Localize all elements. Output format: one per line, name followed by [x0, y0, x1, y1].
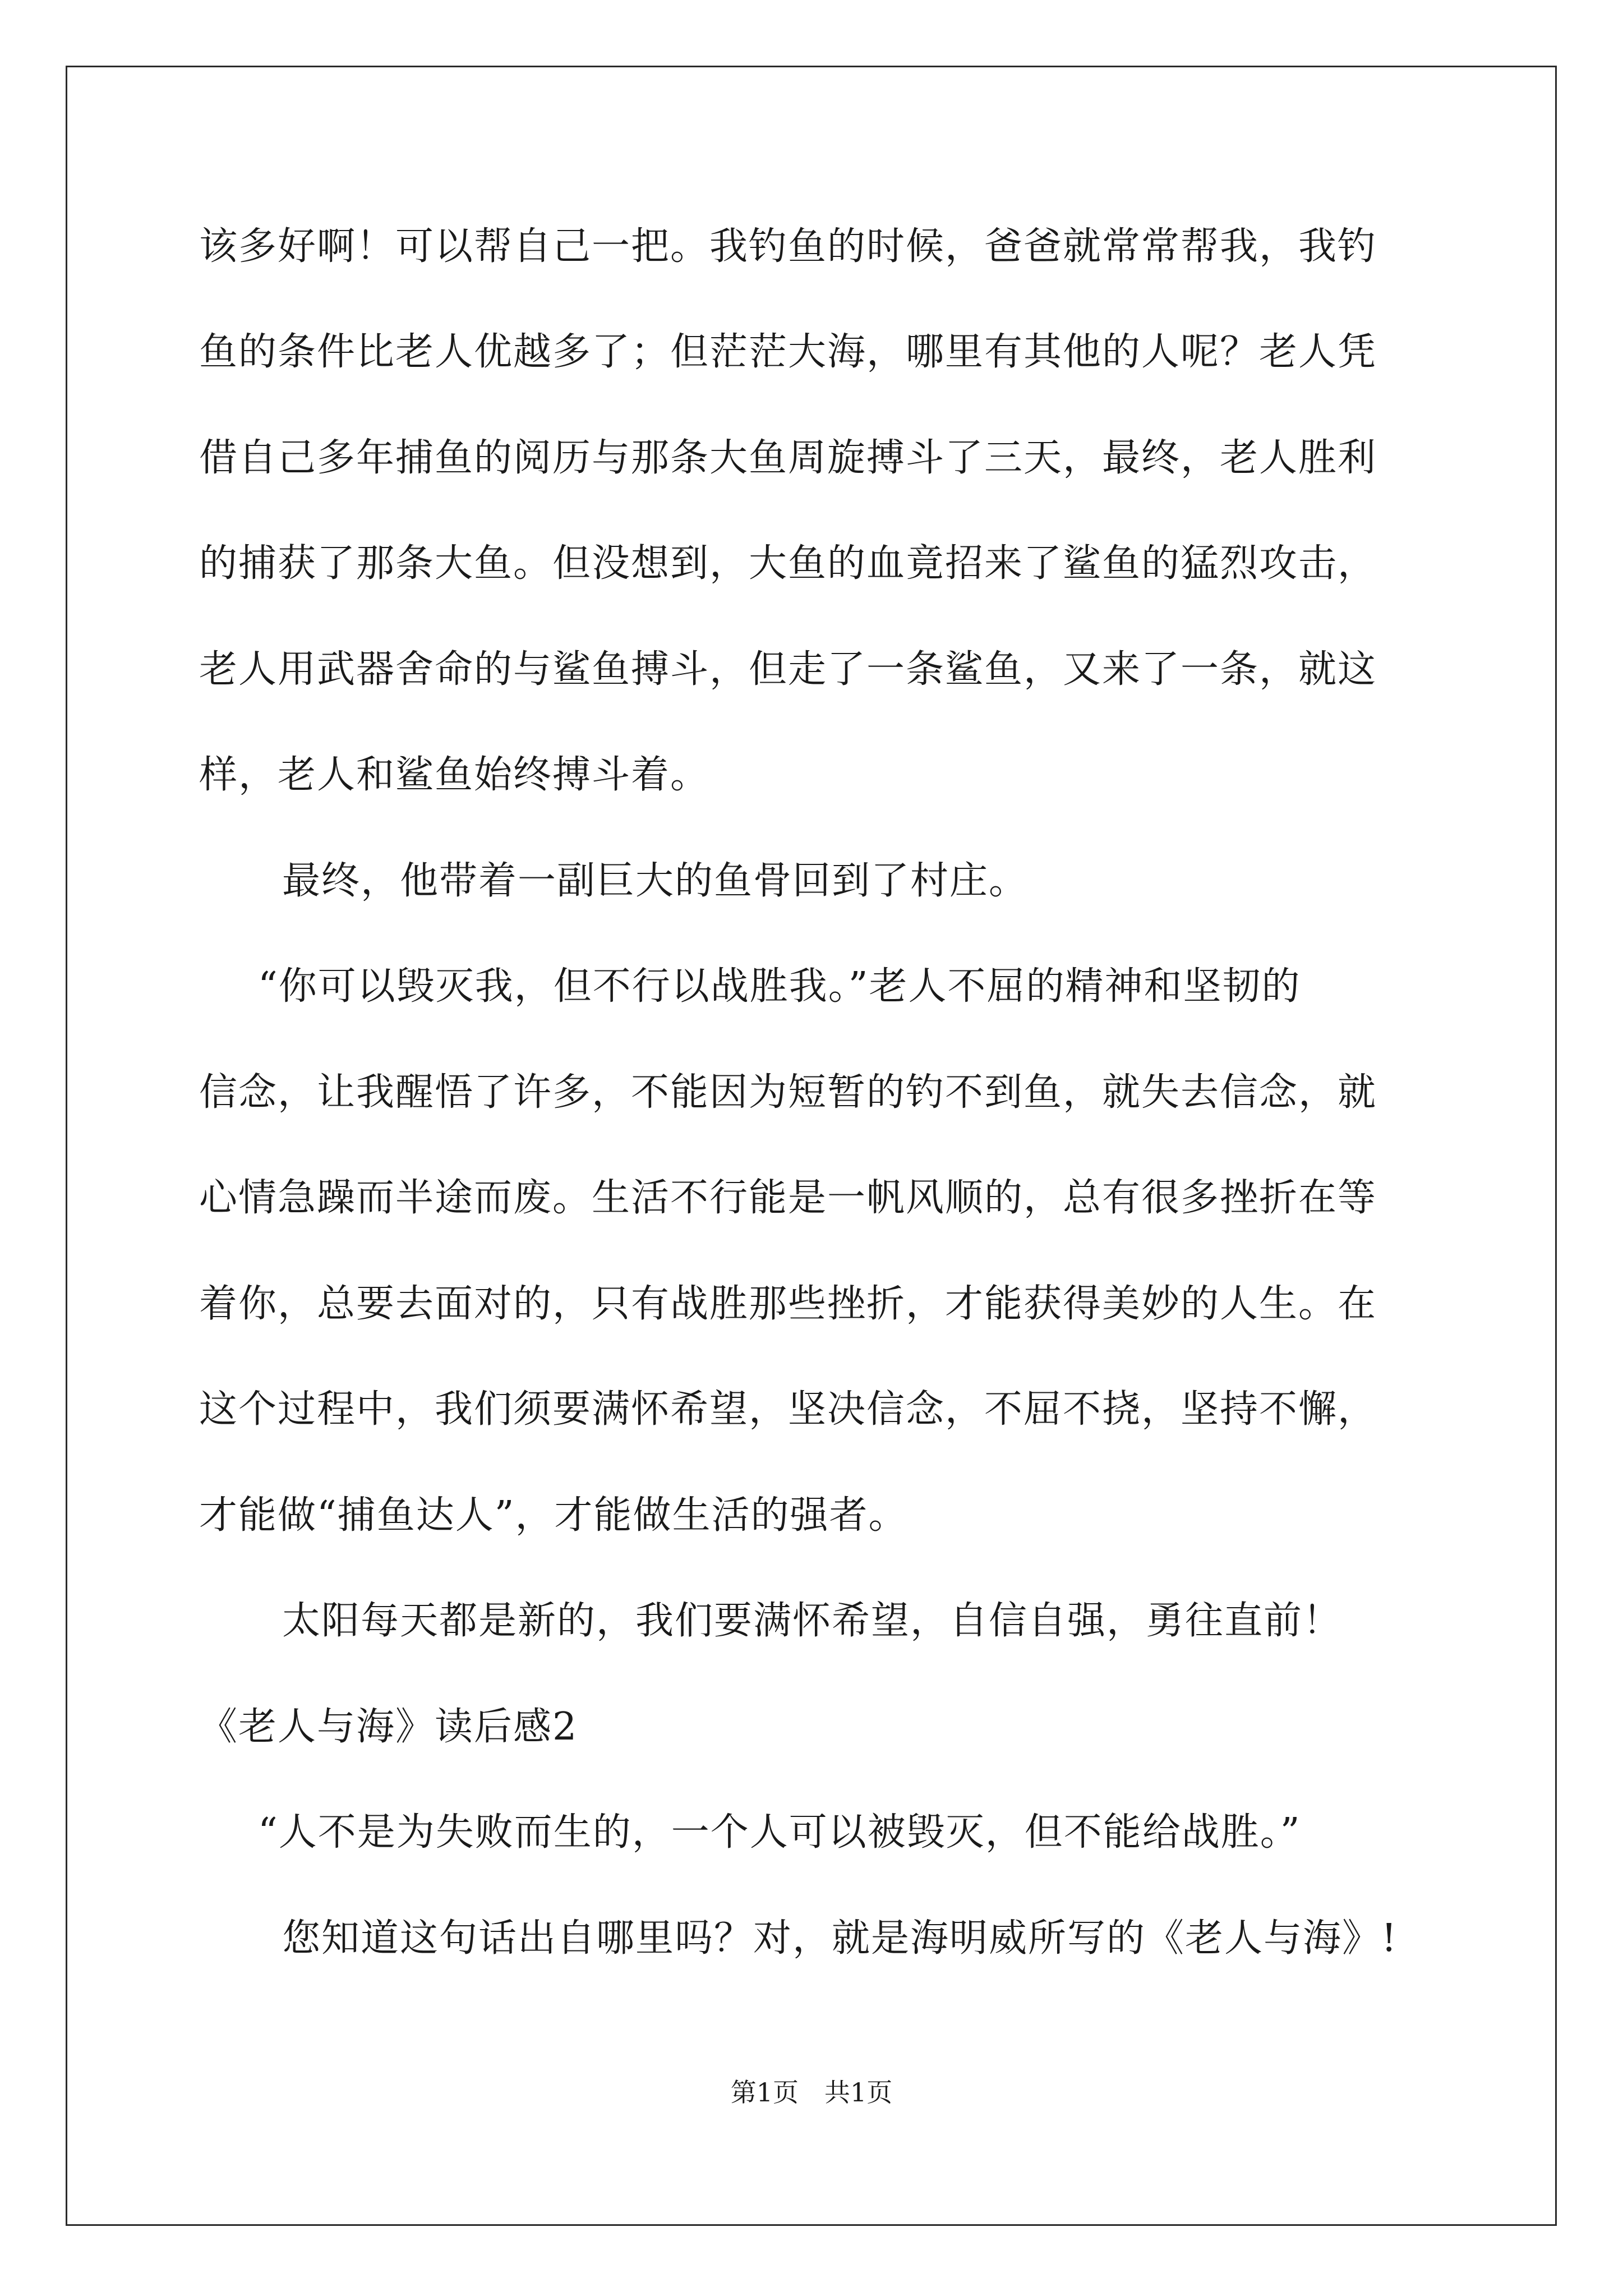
body-text-line: 借自己多年捕鱼的阅历与那条大鱼周旋搏斗了三天，最终，老人胜利 — [199, 436, 1377, 480]
section-heading: 《老人与海》读后感2 — [199, 1705, 578, 1749]
body-text-line: 您知道这句话出自哪里吗？对，就是海明威所写的《老人与海》! — [282, 1916, 1398, 1961]
body-text-line: 才能做“捕鱼达人”，才能做生活的强者。 — [199, 1493, 908, 1538]
body-text-line: 最终，他带着一副巨大的鱼骨回到了村庄。 — [282, 859, 1029, 903]
body-text-line: “人不是为失败而生的，一个人可以被毁灭，但不能给战胜。” — [258, 1810, 1301, 1855]
body-text-line: 着你，总要去面对的，只有战胜那些挫折，才能获得美妙的人生。在 — [199, 1282, 1377, 1326]
page-border — [66, 66, 1557, 2226]
body-text-line: 这个过程中，我们须要满怀希望，坚决信念，不屈不挠，坚持不懈， — [199, 1387, 1377, 1432]
body-text-line: “你可以毁灭我，但不行以战胜我。”老人不屈的精神和坚韧的 — [258, 964, 1301, 1009]
body-text-line: 老人用武器舍命的与鲨鱼搏斗，但走了一条鲨鱼，又来了一条，就这 — [199, 647, 1377, 692]
body-text-line: 该多好啊！可以帮自己一把。我钓鱼的时候，爸爸就常常帮我，我钓 — [199, 224, 1377, 269]
body-text-line: 样，老人和鲨鱼始终搏斗着。 — [199, 753, 710, 797]
body-text-line: 的捕获了那条大鱼。但没想到，大鱼的血竟招来了鲨鱼的猛烈攻击， — [199, 541, 1377, 586]
page-footer: 第1页 共1页 — [730, 2077, 893, 2108]
body-text-line: 鱼的条件比老人优越多了；但茫茫大海，哪里有其他的人呢？老人凭 — [199, 330, 1377, 374]
body-text-line: 太阳每天都是新的，我们要满怀希望，自信自强，勇往直前！ — [282, 1599, 1343, 1643]
body-text-line: 心情急躁而半途而废。生活不行能是一帆风顺的，总有很多挫折在等 — [199, 1176, 1377, 1220]
body-text-line: 信念，让我醒悟了许多，不能因为短暂的钓不到鱼，就失去信念，就 — [199, 1070, 1377, 1115]
